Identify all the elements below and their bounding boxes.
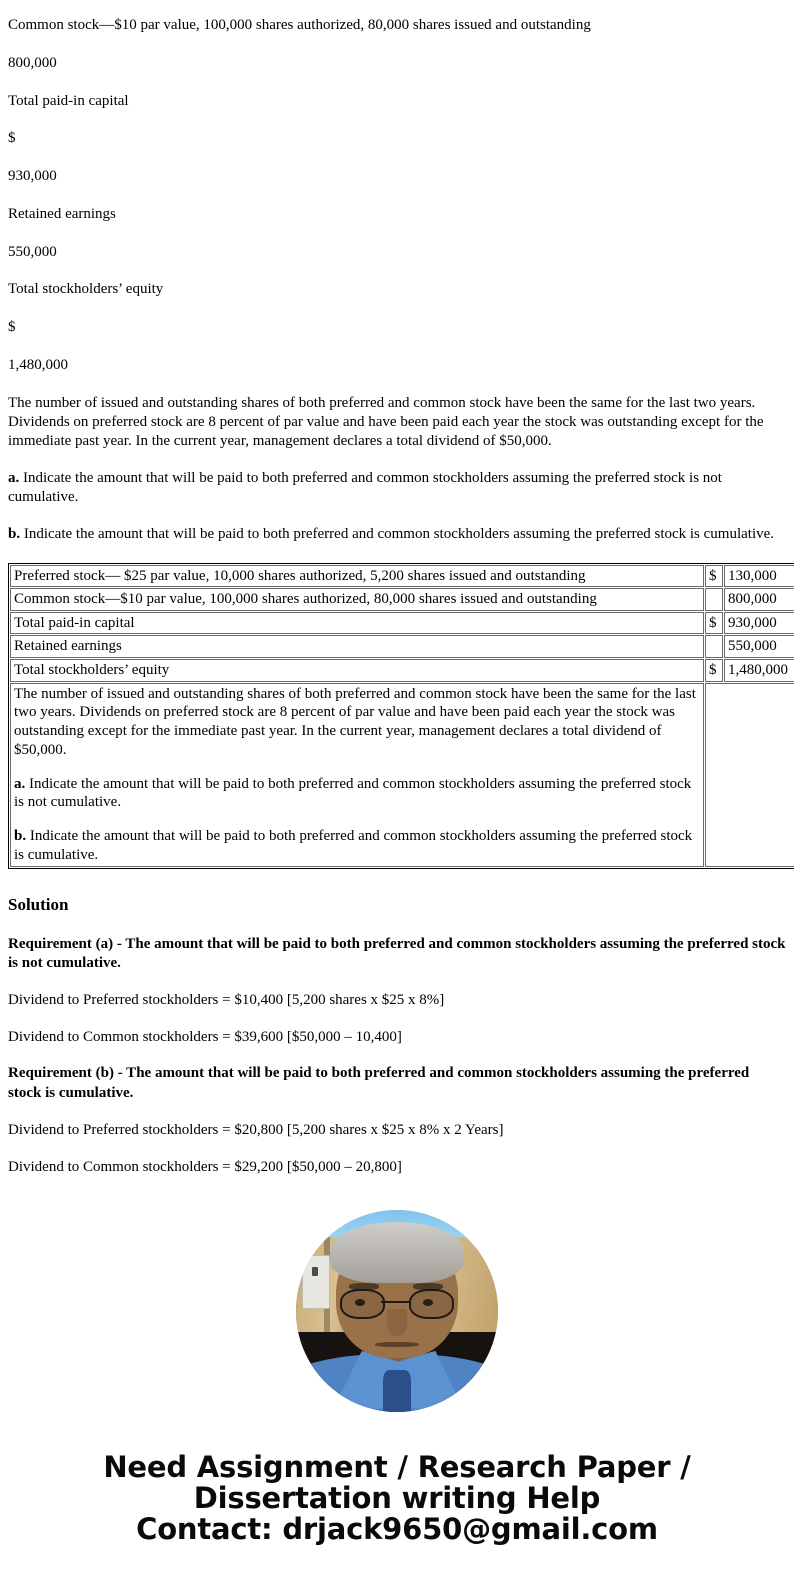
- row-description: Preferred stock— $25 par value, 10,000 shares authorized, 5,200 shares issued and outstanding: [10, 565, 704, 588]
- top-line: Total stockholders’ equity: [8, 281, 164, 298]
- intro-paragraph: The number of issued and outstanding shares of both preferred and common stock have been the same for the last two years. Dividends on preferred stock are 8 percent of par value and have been paid each year the stock was outstanding except for the immediate past year. In the current year, management declares a total dividend of $50,000.: [8, 394, 764, 449]
- solution-heading: Solution: [8, 894, 69, 914]
- note-cell: [10, 683, 704, 867]
- row-amount: 800,000: [724, 588, 794, 611]
- note-empty-cell: [705, 683, 794, 867]
- top-text-block: [0, 0, 794, 375]
- avatar-hair: [330, 1222, 463, 1283]
- intro-item-b: [0, 525, 794, 544]
- row-description: Common stock—$10 par value, 100,000 shares authorized, 80,000 shares issued and outstanding: [10, 588, 704, 611]
- top-line: Common stock—$10 par value, 100,000 shares authorized, 80,000 shares issued and outstanding: [8, 17, 591, 33]
- promo-line-1: Need Assignment / Research Paper / Dissertation writing Help: [103, 1450, 691, 1516]
- top-line: Total paid-in capital: [8, 92, 129, 109]
- table-row: [10, 565, 794, 588]
- row-currency-symbol: [705, 635, 723, 658]
- table-row: [10, 612, 794, 635]
- promo-line-2: Contact: drjack9650@gmail.com: [136, 1511, 658, 1546]
- avatar: [296, 1210, 498, 1412]
- intro-item-a: [0, 469, 794, 507]
- top-line: Retained earnings: [8, 205, 116, 222]
- note-paragraph: The number of issued and outstanding shares of both preferred and common stock have been the same for the last two years. Dividends on preferred stock are 8 percent of par value and have been paid each year the stock was outstanding except for the immediate past year. In the current year, management declares a total dividend of $50,000.: [14, 685, 696, 758]
- row-description: Retained earnings: [10, 635, 704, 658]
- note-item-b-text: Indicate the amount that will be paid to both preferred and common stockholders assuming the preferred stock is cumulative.: [14, 828, 693, 863]
- intro-item-a-text: Indicate the amount that will be paid to both preferred and common stockholders assuming the preferred stock is not cumulative.: [8, 470, 722, 506]
- avatar-light-switch: [302, 1255, 330, 1310]
- top-line: $: [8, 130, 16, 147]
- intro-item-b-label: b.: [8, 526, 21, 543]
- row-amount: 130,000: [724, 565, 794, 588]
- row-amount: 550,000: [724, 635, 794, 658]
- note-item-a-text: Indicate the amount that will be paid to both preferred and common stockholders assuming the preferred stock is not cumulative.: [14, 775, 692, 811]
- stockholders-equity-table: [8, 563, 794, 869]
- row-currency-symbol: $: [705, 659, 723, 682]
- requirement-a-common-line: Dividend to Common stockholders = $39,600 [$50,000 – 10,400]: [8, 1028, 402, 1045]
- table-row: [10, 588, 794, 611]
- avatar-tie: [383, 1370, 411, 1412]
- row-amount: 1,480,000: [724, 659, 794, 682]
- avatar-container: [0, 1210, 794, 1412]
- requirement-b-heading: Requirement (b) - The amount that will be paid to both preferred and common stockholders assuming the preferred stock is cumulative.: [8, 1065, 750, 1101]
- top-line: 800,000: [8, 54, 57, 71]
- promo-footer: [0, 1452, 794, 1570]
- row-amount: 930,000: [724, 612, 794, 635]
- requirement-b-common-line: Dividend to Common stockholders = $29,200 [$50,000 – 20,800]: [8, 1158, 402, 1175]
- row-currency-symbol: $: [705, 612, 723, 635]
- intro-item-a-label: a.: [8, 470, 20, 487]
- requirement-a-preferred-line: Dividend to Preferred stockholders = $10,400 [5,200 shares x $25 x 8%]: [8, 991, 445, 1008]
- top-line: 550,000: [8, 243, 57, 260]
- row-description: Total paid-in capital: [10, 612, 704, 635]
- note-item-b-label: b.: [14, 828, 27, 845]
- requirement-a-heading: Requirement (a) - The amount that will be paid to both preferred and common stockholders assuming the preferred stock is not cumulative.: [8, 935, 786, 971]
- top-line: 1,480,000: [8, 356, 68, 373]
- note-item-a: [14, 775, 700, 813]
- requirement-b-preferred-line: Dividend to Preferred stockholders = $20,800 [5,200 shares x $25 x 8% x 2 Years]: [8, 1121, 504, 1138]
- table-row-note: [10, 683, 794, 867]
- row-currency-symbol: $: [705, 565, 723, 588]
- avatar-glasses-bridge: [381, 1301, 409, 1303]
- row-currency-symbol: [705, 588, 723, 611]
- avatar-glasses-left-lens: [340, 1289, 384, 1319]
- avatar-nose: [387, 1309, 407, 1335]
- note-item-b: [14, 827, 700, 865]
- intro-item-b-text: Indicate the amount that will be paid to both preferred and common stockholders assuming the preferred stock is cumulative.: [20, 526, 775, 543]
- row-description: Total stockholders’ equity: [10, 659, 704, 682]
- avatar-mouth: [375, 1342, 419, 1347]
- note-item-a-label: a.: [14, 775, 26, 792]
- avatar-glasses-right-lens: [409, 1289, 453, 1319]
- top-line: $: [8, 319, 16, 335]
- avatar-switch-toggle: [312, 1267, 318, 1275]
- top-line: 930,000: [8, 168, 57, 184]
- table-row: [10, 635, 794, 658]
- table-row: [10, 659, 794, 682]
